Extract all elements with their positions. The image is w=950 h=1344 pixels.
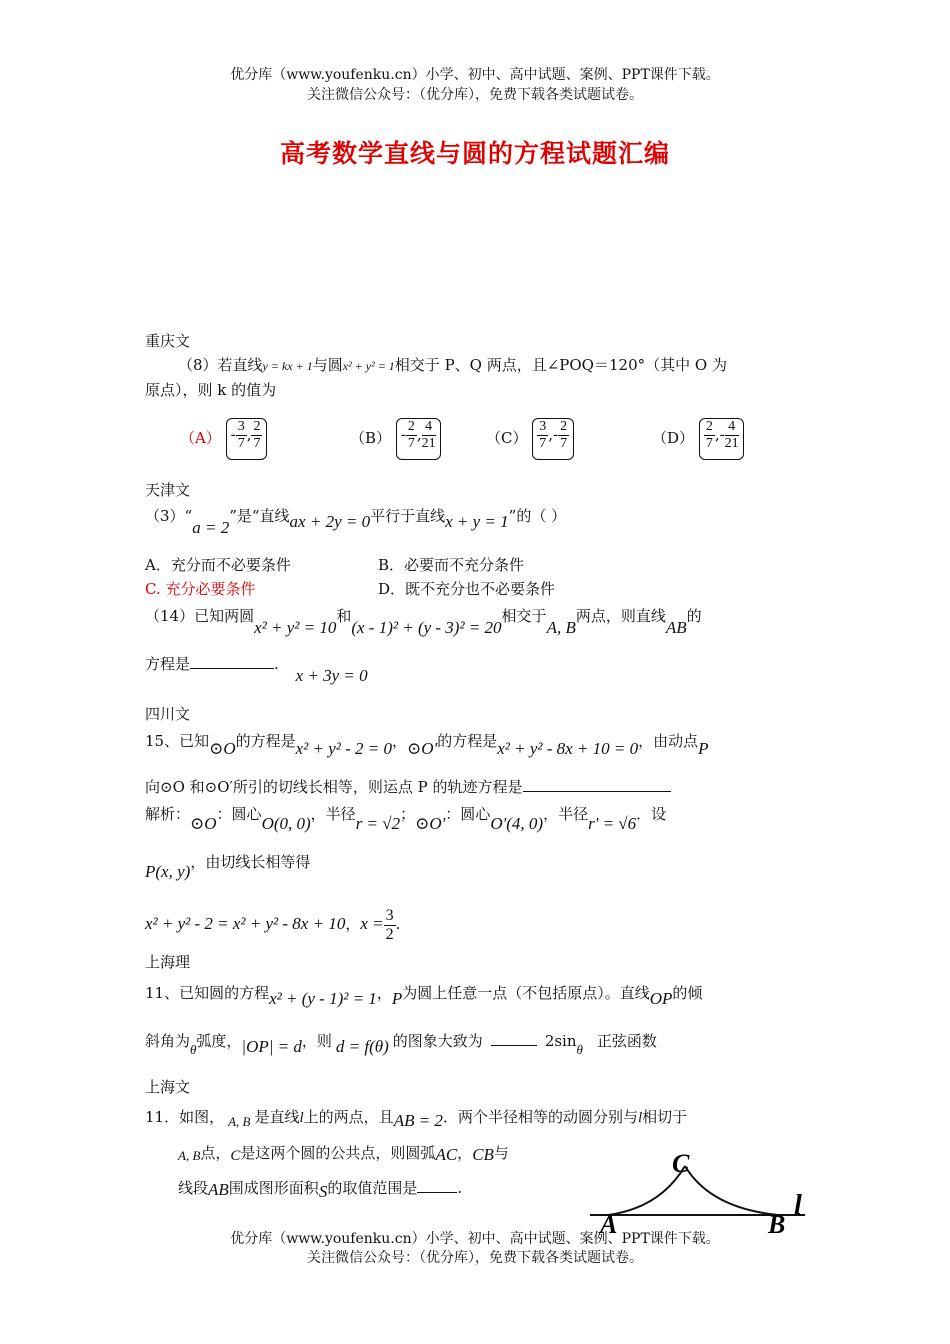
footer-line-2: 关注微信公众号：（优分库），免费下载各类试题试卷。 [307,1250,643,1266]
q11a-line1: 11、已知圆的方程x² + (y - 1)² = 1，P为圆上任意一点（不包括原点）。直线OP的倾 [145,984,703,1008]
header-line-1: 优分库（www.youfenku.cn）小学、初中、高中试题、案例、PPT课件下载。 [230,67,720,83]
arc-figure [580,1146,820,1238]
q15-line1: 15、已知⊙O的方程是x² + y² - 2 = 0，⊙O'的方程是x² + y² - 8x + 10 = 0，由动点P [145,732,709,758]
label-a: A [600,1210,618,1238]
page-title: 高考数学直线与圆的方程试题汇编 [279,139,670,168]
q15-solution-1: 解析：⊙O：圆心O(0, 0)，半径r = √2；⊙O'：圆心O'(4, 0)，半径r' = √6．设 [145,805,667,833]
footer-line-1: 优分库（www.youfenku.cn）小学、初中、高中试题、案例、PPT课件下载。 [230,1231,720,1247]
arc-cb [685,1166,778,1215]
section-tianjin: 天津文 [145,481,191,499]
q3-option-a: A．充分而不必要条件 [145,556,291,574]
section-shanghai-li: 上海理 [145,953,191,971]
q15-line2: 向⊙O 和⊙O′所引的切线长相等，则运点 P 的轨迹方程是 [145,777,671,797]
q14-answer-line: 方程是 . x + 3y = 0 [145,655,368,685]
q11b-line1: 11．如图， A, B 是直线l上的两点，且AB = 2．两个半径相等的动圆分别与l相切于 [145,1108,688,1130]
section-shanghai-wen: 上海文 [145,1078,191,1096]
q8-option-a: （A） - $\frac{3}{7}$ , $\frac{2}{7}$ [180,418,267,460]
q3-stem: （3）“a = 2”是“直线ax + 2y = 0平行于直线x + y = 1”的（ ） [145,507,567,537]
label-b: B [768,1210,786,1238]
label-c: C [672,1149,690,1178]
section-sichuan: 四川文 [145,705,191,723]
q8-line2: 原点），则 k 的值为 [145,381,277,399]
q8-option-c: （C） $\frac{3}{7}$ ,- $\frac{2}{7}$ [486,418,574,460]
q14-stem: （14）已知两圆x² + y² = 10和(x - 1)² + (y - 3)² = 20相交于A, B两点，则直线AB的 [145,607,702,637]
label-l: l [794,1190,802,1221]
q3-option-c: C. 充分必要条件 [145,580,256,598]
q15-solution-2: P(x, y)，由切线长相等得 [145,853,311,881]
section-chongqing: 重庆文 [145,332,191,350]
q11a-line2: 斜角为θ弧度，|OP| = d，则 d = f(θ) 的图象大致为 2sinθ 正弦函数 [145,1032,657,1057]
q15-solution-3: x² + y² - 2 = x² + y² - 8x + 10，x = $\frac{3}{2}$ . [145,906,401,943]
q8-option-b: （B） - $\frac{2}{7}$ , $\frac{4}{21}$ [350,418,441,460]
q3-option-b: B．必要而不充分条件 [378,556,525,574]
q11b-line2: A, B点，C是这两个圆的公共点，则圆弧AC，CB与 [178,1144,509,1164]
q3-option-d: D．既不充分也不必要条件 [378,580,556,598]
q11b-line3: 线段AB围成图形面积S的取值范围是 . [178,1179,463,1201]
header-line-2: 关注微信公众号：（优分库），免费下载各类试题试卷。 [307,87,643,103]
q8-option-d: （D） $\frac{2}{7}$ ,- $\frac{4}{21}$ [652,418,744,460]
q8-line1: （8）若直线y = kx + 1与圆x² + y² = 1相交于 P、Q 两点，且∠POQ＝120°（其中 O 为 [178,356,727,374]
